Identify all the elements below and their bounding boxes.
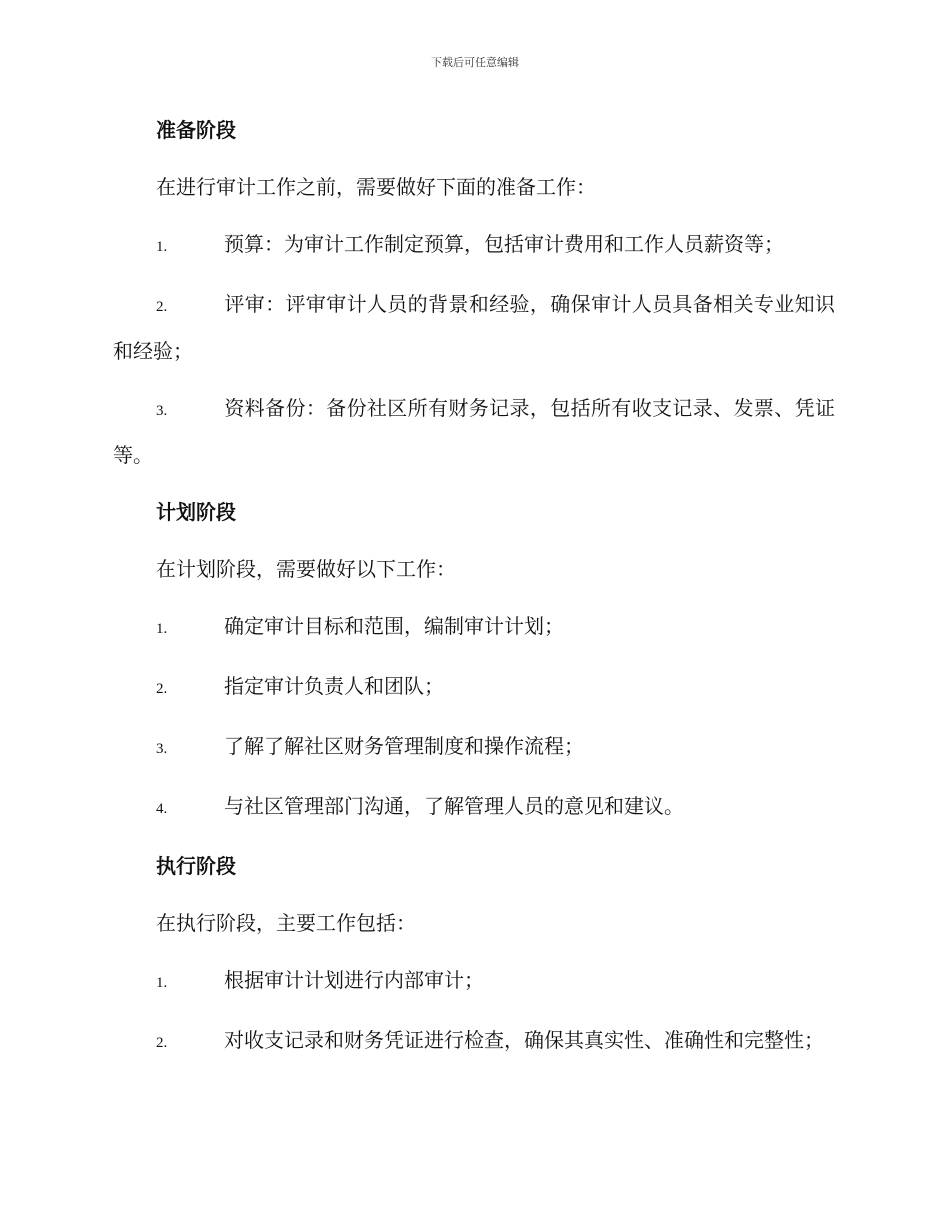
list-item-text: 根据审计计划进行内部审计； [224,968,484,992]
list-item [113,386,835,477]
section-intro: 在执行阶段，主要工作包括： [156,911,416,935]
list-item-text: 评审：评审审计人员的背景和经验，确保审计人员具备相关专业知识和经验； [113,292,835,363]
section-intro: 在进行审计工作之前，需要做好下面的准备工作： [156,175,596,199]
section-heading: 执行阶段 [156,854,236,878]
list-item-number: 1. [156,975,168,991]
list-item-text: 与社区管理部门沟通，了解管理人员的意见和建议。 [224,794,684,818]
list-item [113,282,835,373]
list-item-number: 3. [156,741,168,757]
list-item-text: 对收支记录和财务凭证进行检查，确保其真实性、准确性和完整性； [224,1028,824,1052]
list-item-text: 预算：为审计工作制定预算，包括审计费用和工作人员薪资等； [224,232,784,256]
list-item-text: 了解了解社区财务管理制度和操作流程； [224,734,584,758]
header-note: 下载后可任意编辑 [431,56,519,69]
list-item [113,784,835,831]
list-item-number: 4. [156,801,168,817]
document-body [113,108,835,1078]
list-item-number: 1. [156,239,168,255]
list-item-number: 2. [156,681,168,697]
list-item [113,958,835,1005]
list-item [113,1018,835,1065]
list-item [113,604,835,651]
list-item-number: 1. [156,621,168,637]
list-item-text: 指定审计负责人和团队； [224,674,444,698]
list-item [113,664,835,711]
list-item-number: 2. [156,1035,168,1051]
section-heading: 计划阶段 [156,500,236,524]
list-item [113,222,835,269]
list-item-text: 确定审计目标和范围，编制审计计划； [224,614,564,638]
section-intro: 在计划阶段，需要做好以下工作： [156,557,456,581]
list-item [113,724,835,771]
list-item-number: 3. [156,403,168,419]
list-item-number: 2. [156,299,168,315]
section-heading: 准备阶段 [156,118,236,142]
list-item-text: 资料备份：备份社区所有财务记录，包括所有收支记录、发票、凭证等。 [113,396,835,467]
